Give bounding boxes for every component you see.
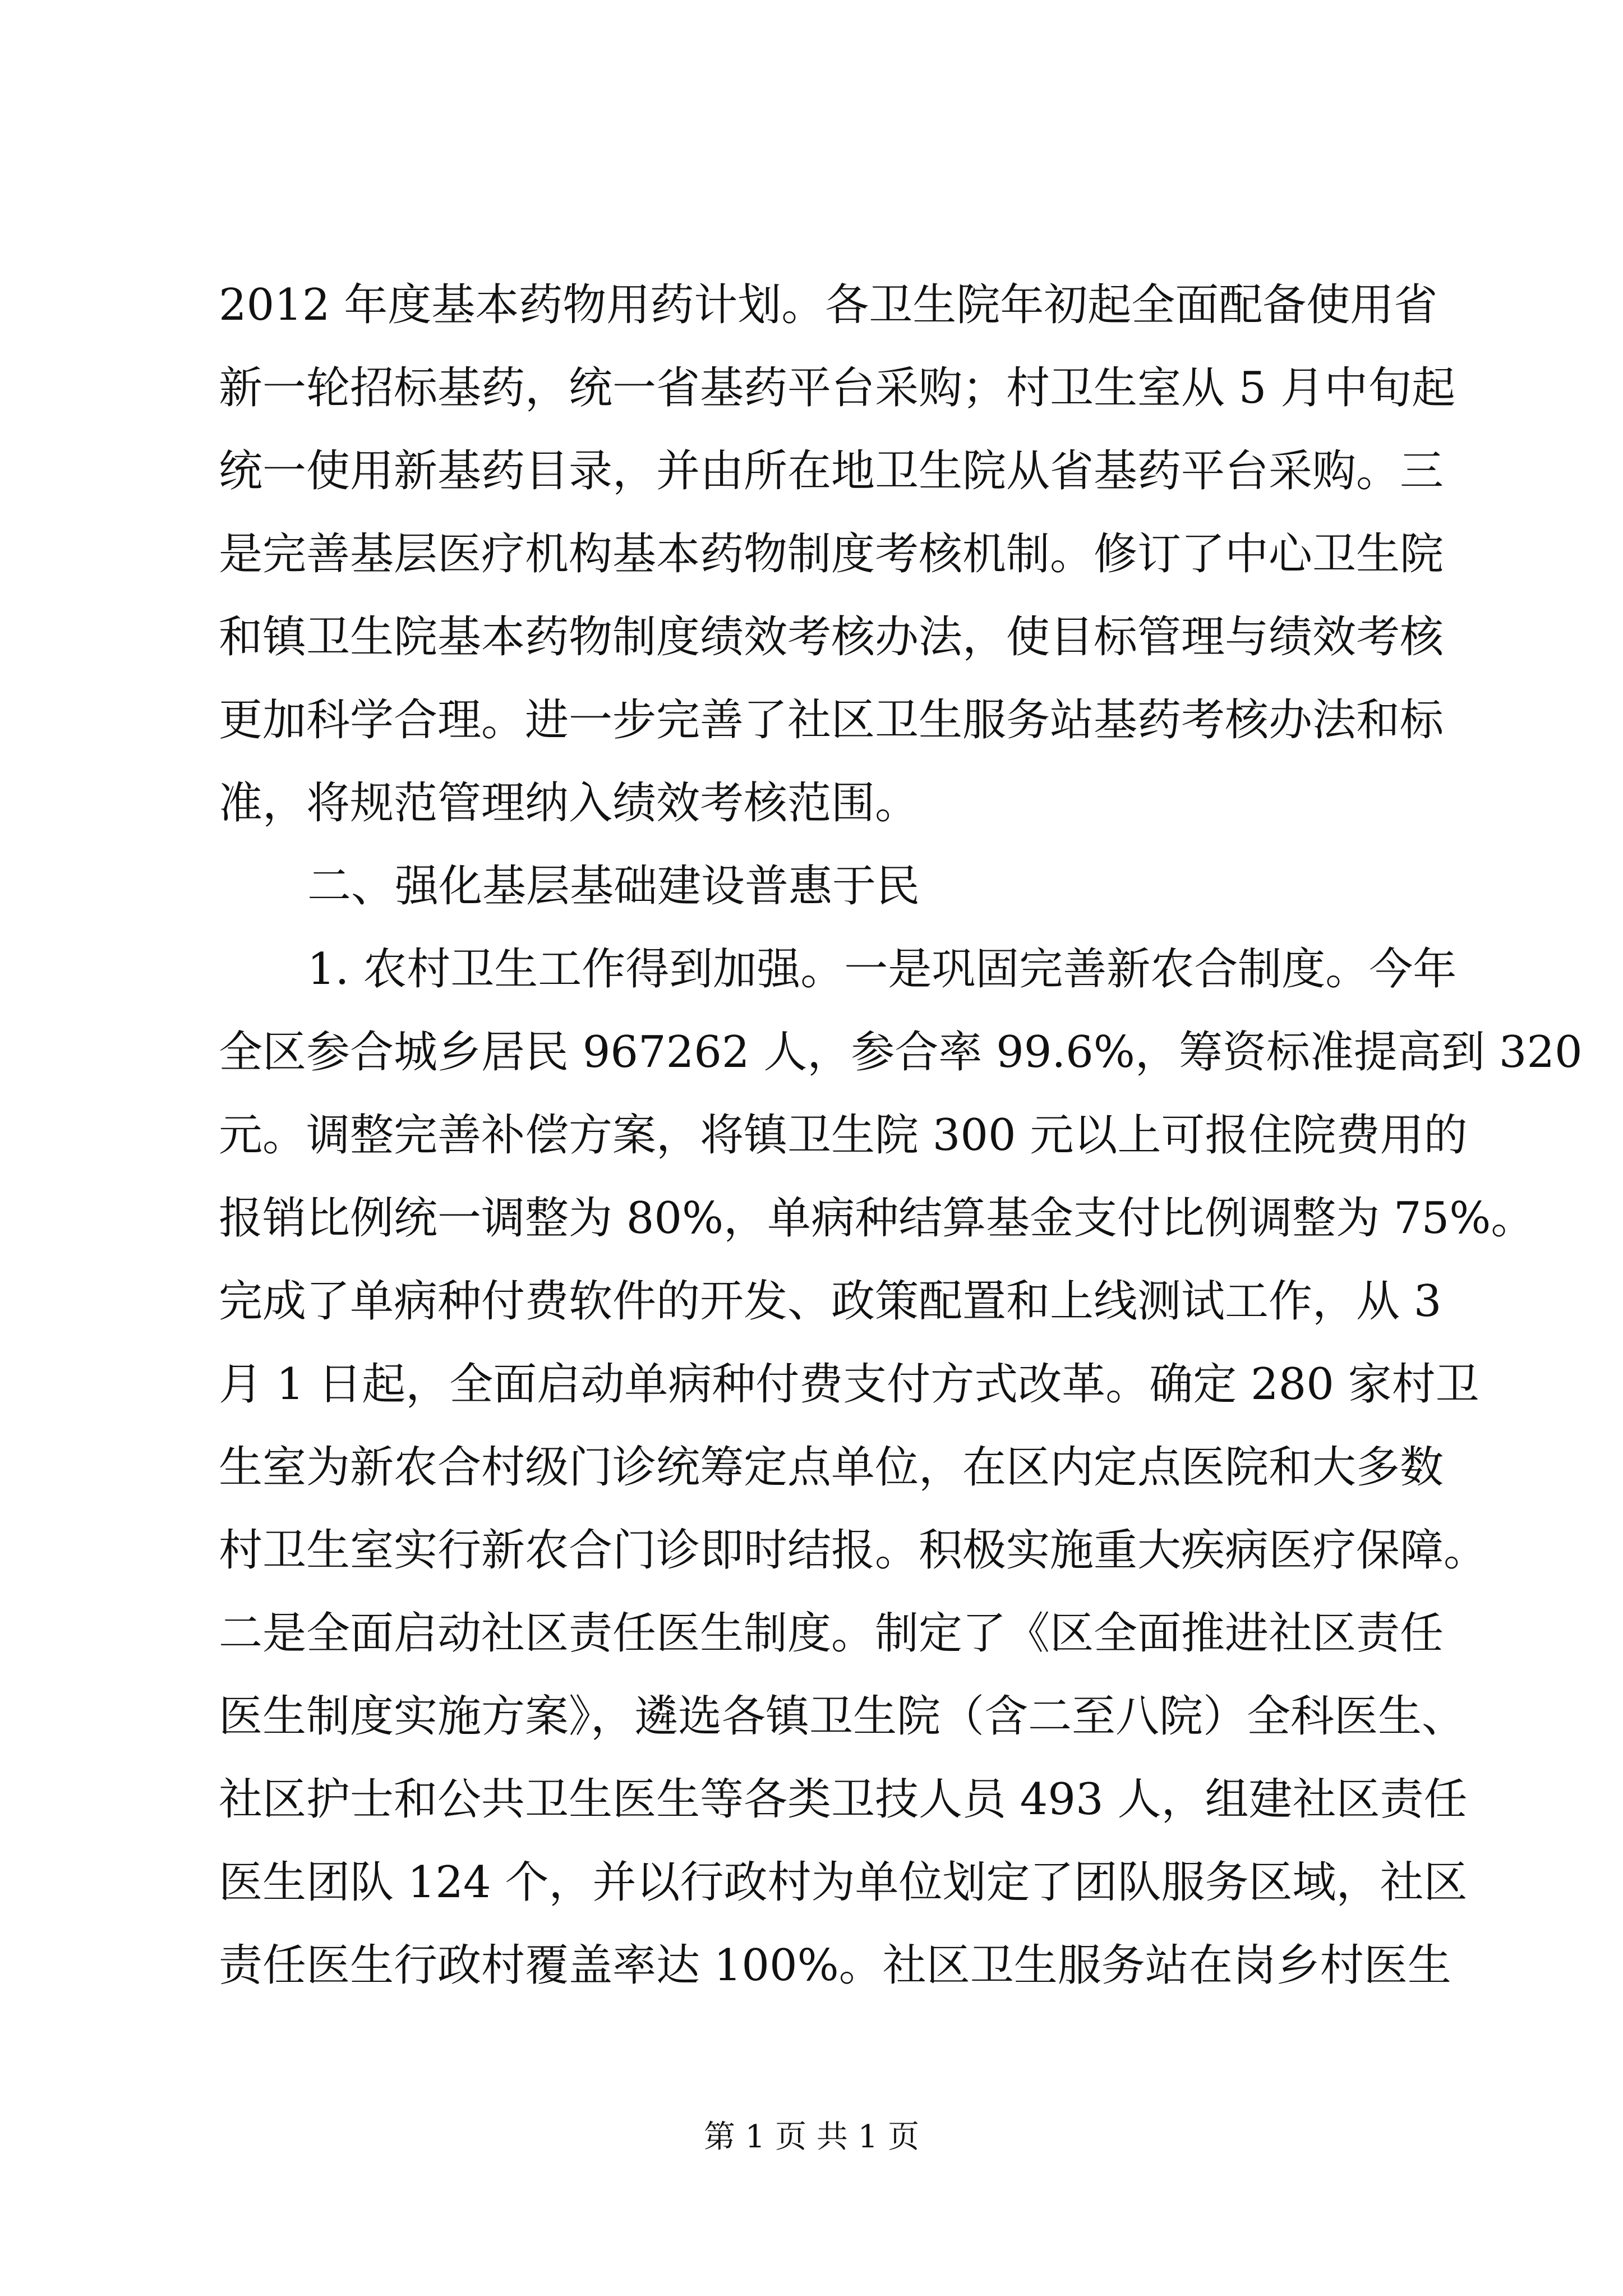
document-body [219,264,1583,2007]
text-line: 生室为新农合村级门诊统筹定点单位，在区内定点医院和大多数 [219,1442,1444,1493]
text-line: 月 1 日起，全面启动单病种付费支付方式改革。确定 280 家村卫 [219,1359,1479,1410]
text-line: 村卫生室实行新农合门诊即时结报。积极实施重大疾病医疗保障。 [219,1525,1488,1576]
text-line: 完成了单病种付费软件的开发、政策配置和上线测试工作，从 3 [219,1276,1442,1327]
text-line: 医生团队 124 个，并以行政村为单位划定了团队服务区域，社区 [219,1857,1468,1908]
section-heading: 二、强化基层基础建设普惠于民 [307,861,920,912]
text-line: 新一轮招标基药，统一省基药平台采购；村卫生室从 5 月中旬起 [219,363,1456,413]
text-line: 和镇卫生院基本药物制度绩效考核办法，使目标管理与绩效考核 [219,612,1444,662]
page-footer: 第 1 页 共 1 页 [703,2119,920,2155]
text-line: 是完善基层医疗机构基本药物制度考核机制。修订了中心卫生院 [219,529,1444,579]
text-line: 医生制度实施方案》，遴选各镇卫生院（含二至八院）全科医生、 [219,1691,1466,1742]
text-line: 统一使用新基药目录，并由所在地卫生院从省基药平台采购。三 [219,446,1444,496]
text-line: 1. 农村卫生工作得到加强。一是巩固完善新农合制度。今年 [307,944,1457,995]
text-line: 二是全面启动社区责任医生制度。制定了《区全面推进社区责任 [219,1608,1444,1659]
text-line: 责任医生行政村覆盖率达 100%。社区卫生服务站在岗乡村医生 [219,1940,1451,1991]
text-line: 更加科学合理。进一步完善了社区卫生服务站基药考核办法和标 [219,695,1444,746]
text-line: 2012 年度基本药物用药计划。各卫生院年初起全面配备使用省 [219,280,1438,330]
text-line: 元。调整完善补偿方案，将镇卫生院 300 元以上可报住院费用的 [219,1110,1468,1161]
text-line: 全区参合城乡居民 967262 人，参合率 99.6%，筹资标准提高到 320 [219,1027,1583,1078]
text-line: 社区护士和公共卫生医生等各类卫技人员 493 人，组建社区责任 [219,1774,1468,1825]
text-line: 准，将规范管理纳入绩效考核范围。 [219,778,919,829]
text-line: 报销比例统一调整为 80%，单病种结算基金支付比例调整为 75%。 [219,1193,1535,1244]
